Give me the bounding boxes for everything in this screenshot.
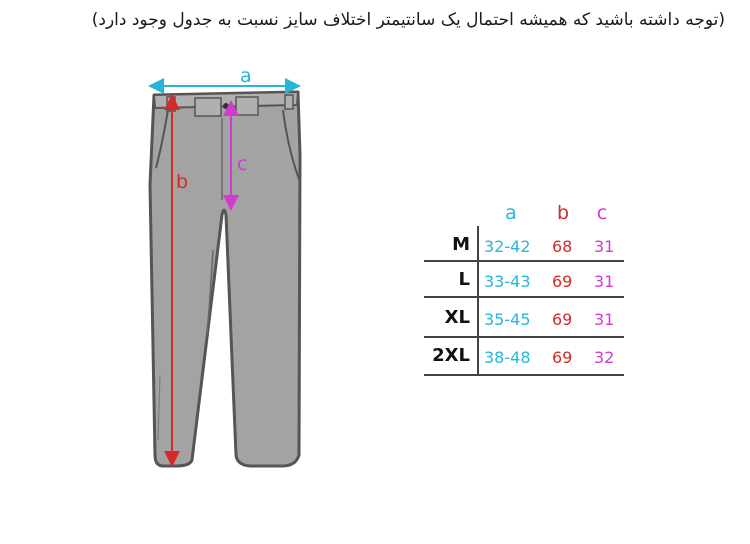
value-c: 31 <box>594 310 615 329</box>
header-b: b <box>556 202 570 224</box>
button <box>223 103 229 109</box>
value-a: 33-43 <box>484 272 531 291</box>
belt-loop <box>236 97 258 115</box>
value-c: 31 <box>594 237 615 256</box>
size-label: M <box>452 234 470 255</box>
row-divider <box>424 374 624 376</box>
label-b: b <box>176 171 189 193</box>
value-b: 69 <box>552 310 573 329</box>
value-b: 69 <box>552 348 573 367</box>
table-row <box>424 339 624 375</box>
table-row <box>424 301 624 337</box>
value-c: 31 <box>594 272 615 291</box>
size-disclaimer-note: (توجه داشته باشید که همیشه احتمال یک سانتیمتر اختلاف سایز نسبت به جدول وجود دارد) <box>91 10 725 30</box>
table-row <box>424 263 624 299</box>
value-a: 38-48 <box>484 348 531 367</box>
size-label: L <box>458 269 470 290</box>
belt-loop <box>195 98 221 116</box>
row-divider <box>424 296 624 298</box>
row-divider <box>424 336 624 338</box>
value-b: 69 <box>552 272 573 291</box>
value-a: 32-42 <box>484 237 531 256</box>
value-b: 68 <box>552 237 573 256</box>
belt-loop <box>285 95 293 109</box>
value-a: 35-45 <box>484 310 531 329</box>
table-row <box>424 228 624 264</box>
size-label: XL <box>444 307 470 328</box>
header-c: c <box>596 202 608 224</box>
label-a: a <box>240 65 252 87</box>
size-label: 2XL <box>432 345 470 366</box>
value-c: 32 <box>594 348 615 367</box>
size-table <box>424 200 626 380</box>
label-c: c <box>237 153 248 175</box>
header-a: a <box>505 202 517 224</box>
row-divider <box>424 260 624 262</box>
